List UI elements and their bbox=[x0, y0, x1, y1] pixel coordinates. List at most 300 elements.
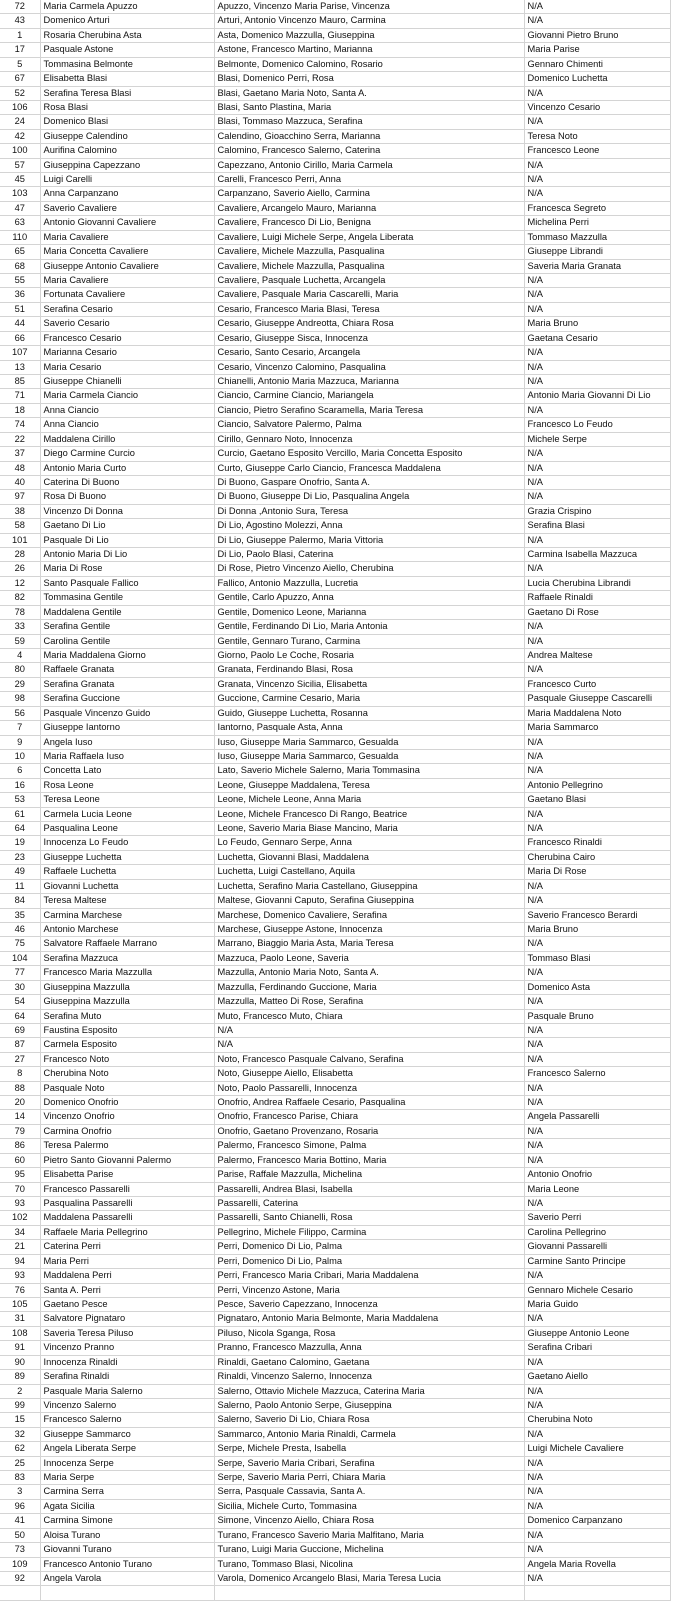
record-number-cell[interactable]: 17 bbox=[0, 43, 40, 57]
spouse-cell[interactable]: N/A bbox=[524, 490, 670, 504]
spouse-cell[interactable]: Maria Bruno bbox=[524, 317, 670, 331]
person-name-cell[interactable]: Carolina Gentile bbox=[40, 634, 214, 648]
parents-cell[interactable]: Cavaliere, Arcangelo Mauro, Marianna bbox=[214, 201, 524, 215]
spouse-cell[interactable]: N/A bbox=[524, 158, 670, 172]
spouse-cell[interactable]: N/A bbox=[524, 1096, 670, 1110]
record-number-cell[interactable]: 40 bbox=[0, 475, 40, 489]
person-name-cell[interactable]: Maddalena Perri bbox=[40, 1269, 214, 1283]
record-number-cell[interactable]: 16 bbox=[0, 778, 40, 792]
record-number-cell[interactable]: 18 bbox=[0, 403, 40, 417]
person-name-cell[interactable]: Giuseppe Antonio Cavaliere bbox=[40, 259, 214, 273]
parents-cell[interactable]: Pesce, Saverio Capezzano, Innocenza bbox=[214, 1297, 524, 1311]
record-number-cell[interactable]: 104 bbox=[0, 951, 40, 965]
parents-cell[interactable]: Marchese, Domenico Cavaliere, Serafina bbox=[214, 908, 524, 922]
parents-cell[interactable]: N/A bbox=[214, 1023, 524, 1037]
person-name-cell[interactable]: Maria Cavaliere bbox=[40, 274, 214, 288]
record-number-cell[interactable]: 73 bbox=[0, 1543, 40, 1557]
spouse-cell[interactable]: Carmine Santo Principe bbox=[524, 1254, 670, 1268]
person-name-cell[interactable]: Giuseppina Mazzulla bbox=[40, 980, 214, 994]
person-name-cell[interactable]: Rosa Leone bbox=[40, 778, 214, 792]
spouse-cell[interactable]: Michele Serpe bbox=[524, 432, 670, 446]
parents-cell[interactable]: Luchetta, Serafino Maria Castellano, Giuseppina bbox=[214, 879, 524, 893]
parents-cell[interactable]: Apuzzo, Vincenzo Maria Parise, Vincenza bbox=[214, 0, 524, 14]
person-name-cell[interactable]: Serafina Cesario bbox=[40, 302, 214, 316]
person-name-cell[interactable]: Maria Perri bbox=[40, 1254, 214, 1268]
person-name-cell[interactable]: Maria Di Rose bbox=[40, 562, 214, 576]
record-number-cell[interactable]: 21 bbox=[0, 1240, 40, 1254]
spouse-cell[interactable]: Pasquale Giuseppe Cascarelli bbox=[524, 692, 670, 706]
spouse-cell[interactable]: Cherubina Cairo bbox=[524, 850, 670, 864]
record-number-cell[interactable]: 36 bbox=[0, 288, 40, 302]
record-number-cell[interactable]: 33 bbox=[0, 620, 40, 634]
spouse-cell[interactable]: Maria Leone bbox=[524, 1182, 670, 1196]
person-name-cell[interactable]: Vincenzo Pranno bbox=[40, 1341, 214, 1355]
person-name-cell[interactable]: Elisabetta Blasi bbox=[40, 72, 214, 86]
parents-cell[interactable]: Serra, Pasquale Cassavia, Santa A. bbox=[214, 1485, 524, 1499]
spouse-cell[interactable]: N/A bbox=[524, 663, 670, 677]
record-number-cell[interactable]: 84 bbox=[0, 894, 40, 908]
record-number-cell[interactable]: 93 bbox=[0, 1197, 40, 1211]
person-name-cell[interactable]: Pasqualina Leone bbox=[40, 822, 214, 836]
spouse-cell[interactable]: Domenico Asta bbox=[524, 980, 670, 994]
person-name-cell[interactable]: Santa A. Perri bbox=[40, 1283, 214, 1297]
record-number-cell[interactable]: 10 bbox=[0, 749, 40, 763]
spouse-cell[interactable]: Maria Bruno bbox=[524, 923, 670, 937]
person-name-cell[interactable]: Rosa Blasi bbox=[40, 100, 214, 114]
spouse-cell[interactable]: N/A bbox=[524, 274, 670, 288]
spouse-cell[interactable]: N/A bbox=[524, 879, 670, 893]
spouse-cell[interactable]: N/A bbox=[524, 533, 670, 547]
record-number-cell[interactable]: 7 bbox=[0, 721, 40, 735]
record-number-cell[interactable]: 61 bbox=[0, 807, 40, 821]
record-number-cell[interactable]: 60 bbox=[0, 1153, 40, 1167]
parents-cell[interactable]: Serpe, Michele Presta, Isabella bbox=[214, 1442, 524, 1456]
spouse-cell[interactable]: Cherubina Noto bbox=[524, 1413, 670, 1427]
spouse-cell[interactable]: Carmina Isabella Mazzuca bbox=[524, 548, 670, 562]
person-name-cell[interactable]: Rosa Di Buono bbox=[40, 490, 214, 504]
parents-cell[interactable]: Di Rose, Pietro Vincenzo Aiello, Cherubina bbox=[214, 562, 524, 576]
parents-cell[interactable]: Onofrio, Gaetano Provenzano, Rosaria bbox=[214, 1124, 524, 1138]
person-name-cell[interactable]: Antonio Marchese bbox=[40, 923, 214, 937]
spouse-cell[interactable]: Lucia Cherubina Librandi bbox=[524, 576, 670, 590]
record-number-cell[interactable]: 92 bbox=[0, 1571, 40, 1585]
parents-cell[interactable]: Arturi, Antonio Vincenzo Mauro, Carmina bbox=[214, 14, 524, 28]
spouse-cell[interactable]: Raffaele Rinaldi bbox=[524, 591, 670, 605]
record-number-cell[interactable]: 6 bbox=[0, 764, 40, 778]
parents-cell[interactable]: Astone, Francesco Martino, Marianna bbox=[214, 43, 524, 57]
spouse-cell[interactable]: Gaetana Cesario bbox=[524, 331, 670, 345]
record-number-cell[interactable]: 46 bbox=[0, 923, 40, 937]
spouse-cell[interactable]: Antonio Pellegrino bbox=[524, 778, 670, 792]
parents-cell[interactable]: Varola, Domenico Arcangelo Blasi, Maria Teresa Lucia bbox=[214, 1571, 524, 1585]
parents-cell[interactable]: Granata, Vincenzo Sicilia, Elisabetta bbox=[214, 677, 524, 691]
person-name-cell[interactable]: Tommasina Gentile bbox=[40, 591, 214, 605]
record-number-cell[interactable]: 76 bbox=[0, 1283, 40, 1297]
record-number-cell[interactable]: 108 bbox=[0, 1326, 40, 1340]
person-name-cell[interactable]: Concetta Lato bbox=[40, 764, 214, 778]
record-number-cell[interactable]: 64 bbox=[0, 822, 40, 836]
spouse-cell[interactable]: Maria Maddalena Noto bbox=[524, 706, 670, 720]
record-number-cell[interactable]: 106 bbox=[0, 100, 40, 114]
record-number-cell[interactable]: 89 bbox=[0, 1370, 40, 1384]
record-number-cell[interactable]: 78 bbox=[0, 605, 40, 619]
spouse-cell[interactable]: N/A bbox=[524, 1312, 670, 1326]
spouse-cell[interactable]: Angela Passarelli bbox=[524, 1110, 670, 1124]
parents-cell[interactable]: Guccione, Carmine Cesario, Maria bbox=[214, 692, 524, 706]
parents-cell[interactable]: Cesario, Giuseppe Sisca, Innocenza bbox=[214, 331, 524, 345]
parents-cell[interactable]: Di Donna ,Antonio Sura, Teresa bbox=[214, 504, 524, 518]
parents-cell[interactable]: Blasi, Tommaso Mazzuca, Serafina bbox=[214, 115, 524, 129]
parents-cell[interactable]: Ciancio, Carmine Ciancio, Mariangela bbox=[214, 389, 524, 403]
spouse-cell[interactable]: Gaetano Di Rose bbox=[524, 605, 670, 619]
record-number-cell[interactable]: 102 bbox=[0, 1211, 40, 1225]
person-name-cell[interactable]: Francesco Antonio Turano bbox=[40, 1557, 214, 1571]
spouse-cell[interactable]: N/A bbox=[524, 1023, 670, 1037]
parents-cell[interactable]: Serpe, Saverio Maria Cribari, Serafina bbox=[214, 1456, 524, 1470]
record-number-cell[interactable]: 82 bbox=[0, 591, 40, 605]
person-name-cell[interactable]: Pasquale Maria Salerno bbox=[40, 1384, 214, 1398]
record-number-cell[interactable]: 8 bbox=[0, 1067, 40, 1081]
spouse-cell[interactable]: Maria Di Rose bbox=[524, 865, 670, 879]
person-name-cell[interactable]: Domenico Arturi bbox=[40, 14, 214, 28]
parents-cell[interactable]: Marrano, Biaggio Maria Asta, Maria Teresa bbox=[214, 937, 524, 951]
spouse-cell[interactable]: Serafina Blasi bbox=[524, 519, 670, 533]
parents-cell[interactable]: Cavaliere, Michele Mazzulla, Pasqualina bbox=[214, 259, 524, 273]
parents-cell[interactable]: Chianelli, Antonio Maria Mazzuca, Marianna bbox=[214, 374, 524, 388]
person-name-cell[interactable]: Serafina Gentile bbox=[40, 620, 214, 634]
record-number-cell[interactable]: 23 bbox=[0, 850, 40, 864]
spouse-cell[interactable]: N/A bbox=[524, 562, 670, 576]
spouse-cell[interactable]: Domenico Luchetta bbox=[524, 72, 670, 86]
spouse-cell[interactable]: N/A bbox=[524, 1543, 670, 1557]
parents-cell[interactable]: Noto, Paolo Passarelli, Innocenza bbox=[214, 1081, 524, 1095]
person-name-cell[interactable]: Maddalena Passarelli bbox=[40, 1211, 214, 1225]
spouse-cell[interactable]: N/A bbox=[524, 1485, 670, 1499]
parents-cell[interactable]: Luchetta, Luigi Castellano, Aquila bbox=[214, 865, 524, 879]
person-name-cell[interactable]: Aurifina Calomino bbox=[40, 144, 214, 158]
person-name-cell[interactable]: Gaetano Di Lio bbox=[40, 519, 214, 533]
person-name-cell[interactable]: Maddalena Gentile bbox=[40, 605, 214, 619]
person-name-cell[interactable]: Aloisa Turano bbox=[40, 1528, 214, 1542]
person-name-cell[interactable]: Giuseppe Luchetta bbox=[40, 850, 214, 864]
spouse-cell[interactable]: Gaetano Blasi bbox=[524, 793, 670, 807]
record-number-cell[interactable]: 44 bbox=[0, 317, 40, 331]
parents-cell[interactable]: Luchetta, Giovanni Blasi, Maddalena bbox=[214, 850, 524, 864]
spouse-cell[interactable]: Carolina Pellegrino bbox=[524, 1225, 670, 1239]
spouse-cell[interactable]: N/A bbox=[524, 1038, 670, 1052]
spouse-cell[interactable]: N/A bbox=[524, 302, 670, 316]
spouse-cell[interactable]: N/A bbox=[524, 1124, 670, 1138]
parents-cell[interactable]: Noto, Giuseppe Aiello, Elisabetta bbox=[214, 1067, 524, 1081]
parents-cell[interactable]: Salerno, Paolo Antonio Serpe, Giuseppina bbox=[214, 1398, 524, 1412]
record-number-cell[interactable]: 14 bbox=[0, 1110, 40, 1124]
spouse-cell[interactable]: Serafina Cribari bbox=[524, 1341, 670, 1355]
parents-cell[interactable]: Iantorno, Pasquale Asta, Anna bbox=[214, 721, 524, 735]
record-number-cell[interactable] bbox=[0, 1586, 40, 1600]
record-number-cell[interactable]: 68 bbox=[0, 259, 40, 273]
parents-cell[interactable]: Blasi, Gaetano Maria Noto, Santa A. bbox=[214, 86, 524, 100]
spouse-cell[interactable]: Pasquale Bruno bbox=[524, 1009, 670, 1023]
parents-cell[interactable]: Cesario, Giuseppe Andreotta, Chiara Rosa bbox=[214, 317, 524, 331]
parents-cell[interactable]: Granata, Ferdinando Blasi, Rosa bbox=[214, 663, 524, 677]
record-number-cell[interactable]: 97 bbox=[0, 490, 40, 504]
parents-cell[interactable]: Di Lio, Paolo Blasi, Caterina bbox=[214, 548, 524, 562]
spouse-cell[interactable]: Maria Parise bbox=[524, 43, 670, 57]
parents-cell[interactable]: Perri, Domenico Di Lio, Palma bbox=[214, 1254, 524, 1268]
person-name-cell[interactable]: Giuseppe Iantorno bbox=[40, 721, 214, 735]
spouse-cell[interactable]: Domenico Carpanzano bbox=[524, 1514, 670, 1528]
parents-cell[interactable]: Muto, Francesco Muto, Chiara bbox=[214, 1009, 524, 1023]
record-number-cell[interactable]: 90 bbox=[0, 1355, 40, 1369]
person-name-cell[interactable]: Caterina Di Buono bbox=[40, 475, 214, 489]
person-name-cell[interactable]: Francesco Salerno bbox=[40, 1413, 214, 1427]
spouse-cell[interactable]: N/A bbox=[524, 1571, 670, 1585]
spouse-cell[interactable]: N/A bbox=[524, 1081, 670, 1095]
spouse-cell[interactable]: Maria Guido bbox=[524, 1297, 670, 1311]
parents-cell[interactable]: Noto, Francesco Pasquale Calvano, Serafina bbox=[214, 1052, 524, 1066]
record-number-cell[interactable]: 42 bbox=[0, 129, 40, 143]
spouse-cell[interactable]: Grazia Crispino bbox=[524, 504, 670, 518]
parents-cell[interactable]: Di Buono, Giuseppe Di Lio, Pasqualina Angela bbox=[214, 490, 524, 504]
parents-cell[interactable]: Lato, Saverio Michele Salerno, Maria Tommasina bbox=[214, 764, 524, 778]
record-number-cell[interactable]: 25 bbox=[0, 1456, 40, 1470]
person-name-cell[interactable]: Fortunata Cavaliere bbox=[40, 288, 214, 302]
spouse-cell[interactable]: Saverio Francesco Berardi bbox=[524, 908, 670, 922]
record-number-cell[interactable]: 58 bbox=[0, 519, 40, 533]
record-number-cell[interactable]: 110 bbox=[0, 230, 40, 244]
parents-cell[interactable]: Marchese, Giuseppe Astone, Innocenza bbox=[214, 923, 524, 937]
person-name-cell[interactable]: Pasquale Vincenzo Guido bbox=[40, 706, 214, 720]
parents-cell[interactable]: Pignataro, Antonio Maria Belmonte, Maria Maddalena bbox=[214, 1312, 524, 1326]
record-number-cell[interactable]: 62 bbox=[0, 1442, 40, 1456]
person-name-cell[interactable] bbox=[40, 1586, 214, 1600]
parents-cell[interactable]: Onofrio, Andrea Raffaele Cesario, Pasqualina bbox=[214, 1096, 524, 1110]
parents-cell[interactable]: Piluso, Nicola Sganga, Rosa bbox=[214, 1326, 524, 1340]
person-name-cell[interactable]: Giovanni Turano bbox=[40, 1543, 214, 1557]
spouse-cell[interactable]: Luigi Michele Cavaliere bbox=[524, 1442, 670, 1456]
person-name-cell[interactable]: Teresa Palermo bbox=[40, 1139, 214, 1153]
parents-cell[interactable]: Passarelli, Caterina bbox=[214, 1197, 524, 1211]
record-number-cell[interactable]: 107 bbox=[0, 346, 40, 360]
person-name-cell[interactable]: Saverio Cesario bbox=[40, 317, 214, 331]
parents-cell[interactable]: Carpanzano, Saverio Aiello, Carmina bbox=[214, 187, 524, 201]
spouse-cell[interactable]: N/A bbox=[524, 403, 670, 417]
record-number-cell[interactable]: 96 bbox=[0, 1499, 40, 1513]
record-number-cell[interactable]: 5 bbox=[0, 57, 40, 71]
person-name-cell[interactable]: Angela Iuso bbox=[40, 735, 214, 749]
person-name-cell[interactable]: Diego Carmine Curcio bbox=[40, 447, 214, 461]
record-number-cell[interactable]: 57 bbox=[0, 158, 40, 172]
person-name-cell[interactable]: Vincenzo Salerno bbox=[40, 1398, 214, 1412]
spouse-cell[interactable]: N/A bbox=[524, 1398, 670, 1412]
person-name-cell[interactable]: Raffaele Maria Pellegrino bbox=[40, 1225, 214, 1239]
spouse-cell[interactable]: Giovanni Passarelli bbox=[524, 1240, 670, 1254]
record-number-cell[interactable]: 41 bbox=[0, 1514, 40, 1528]
spouse-cell[interactable]: N/A bbox=[524, 447, 670, 461]
parents-cell[interactable]: Mazzulla, Antonio Maria Noto, Santa A. bbox=[214, 966, 524, 980]
spouse-cell[interactable]: N/A bbox=[524, 1355, 670, 1369]
spouse-cell[interactable]: N/A bbox=[524, 14, 670, 28]
parents-cell[interactable]: Leone, Giuseppe Maddalena, Teresa bbox=[214, 778, 524, 792]
person-name-cell[interactable]: Maria Maddalena Giorno bbox=[40, 648, 214, 662]
person-name-cell[interactable]: Cherubina Noto bbox=[40, 1067, 214, 1081]
person-name-cell[interactable]: Francesco Noto bbox=[40, 1052, 214, 1066]
record-number-cell[interactable]: 2 bbox=[0, 1384, 40, 1398]
spouse-cell[interactable]: N/A bbox=[524, 1052, 670, 1066]
record-number-cell[interactable]: 100 bbox=[0, 144, 40, 158]
person-name-cell[interactable]: Anna Carpanzano bbox=[40, 187, 214, 201]
parents-cell[interactable]: Asta, Domenico Mazzulla, Giuseppina bbox=[214, 28, 524, 42]
spouse-cell[interactable]: Gennaro Chimenti bbox=[524, 57, 670, 71]
person-name-cell[interactable]: Serafina Teresa Blasi bbox=[40, 86, 214, 100]
parents-cell[interactable]: Cavaliere, Pasquale Luchetta, Arcangela bbox=[214, 274, 524, 288]
spouse-cell[interactable]: N/A bbox=[524, 187, 670, 201]
record-number-cell[interactable]: 30 bbox=[0, 980, 40, 994]
spouse-cell[interactable]: N/A bbox=[524, 620, 670, 634]
parents-cell[interactable]: Gentile, Ferdinando Di Lio, Maria Antonia bbox=[214, 620, 524, 634]
parents-cell[interactable]: Cavaliere, Luigi Michele Serpe, Angela Liberata bbox=[214, 230, 524, 244]
record-number-cell[interactable]: 48 bbox=[0, 461, 40, 475]
parents-cell[interactable]: Passarelli, Andrea Blasi, Isabella bbox=[214, 1182, 524, 1196]
person-name-cell[interactable]: Raffaele Granata bbox=[40, 663, 214, 677]
spouse-cell[interactable]: N/A bbox=[524, 966, 670, 980]
person-name-cell[interactable]: Tommasina Belmonte bbox=[40, 57, 214, 71]
parents-cell[interactable]: Ciancio, Salvatore Palermo, Palma bbox=[214, 418, 524, 432]
person-name-cell[interactable]: Pasqualina Passarelli bbox=[40, 1197, 214, 1211]
record-number-cell[interactable]: 94 bbox=[0, 1254, 40, 1268]
person-name-cell[interactable]: Maddalena Cirillo bbox=[40, 432, 214, 446]
record-number-cell[interactable]: 98 bbox=[0, 692, 40, 706]
person-name-cell[interactable]: Giuseppe Chianelli bbox=[40, 374, 214, 388]
parents-cell[interactable]: Leone, Michele Francesco Di Rango, Beatrice bbox=[214, 807, 524, 821]
parents-cell[interactable]: Giorno, Paolo Le Coche, Rosaria bbox=[214, 648, 524, 662]
record-number-cell[interactable]: 22 bbox=[0, 432, 40, 446]
parents-cell[interactable]: Cavaliere, Michele Mazzulla, Pasqualina bbox=[214, 245, 524, 259]
record-number-cell[interactable]: 4 bbox=[0, 648, 40, 662]
parents-cell[interactable]: Sammarco, Antonio Maria Rinaldi, Carmela bbox=[214, 1427, 524, 1441]
parents-cell[interactable]: Sicilia, Michele Curto, Tommasina bbox=[214, 1499, 524, 1513]
parents-cell[interactable]: Pellegrino, Michele Filippo, Carmina bbox=[214, 1225, 524, 1239]
spouse-cell[interactable]: Francesco Leone bbox=[524, 144, 670, 158]
parents-cell[interactable]: Cavaliere, Francesco Di Lio, Benigna bbox=[214, 216, 524, 230]
person-name-cell[interactable]: Teresa Leone bbox=[40, 793, 214, 807]
spouse-cell[interactable]: Tommaso Mazzulla bbox=[524, 230, 670, 244]
record-number-cell[interactable]: 70 bbox=[0, 1182, 40, 1196]
person-name-cell[interactable]: Angela Varola bbox=[40, 1571, 214, 1585]
spouse-cell[interactable]: Vincenzo Cesario bbox=[524, 100, 670, 114]
person-name-cell[interactable]: Gaetano Pesce bbox=[40, 1297, 214, 1311]
person-name-cell[interactable]: Caterina Perri bbox=[40, 1240, 214, 1254]
person-name-cell[interactable]: Pasquale Di Lio bbox=[40, 533, 214, 547]
record-number-cell[interactable]: 77 bbox=[0, 966, 40, 980]
record-number-cell[interactable]: 59 bbox=[0, 634, 40, 648]
spouse-cell[interactable]: N/A bbox=[524, 1471, 670, 1485]
record-number-cell[interactable]: 93 bbox=[0, 1269, 40, 1283]
parents-cell[interactable]: Leone, Saverio Maria Biase Mancino, Maria bbox=[214, 822, 524, 836]
parents-cell[interactable]: Cesario, Vincenzo Calomino, Pasqualina bbox=[214, 360, 524, 374]
spouse-cell[interactable]: N/A bbox=[524, 735, 670, 749]
spouse-cell[interactable]: Tommaso Blasi bbox=[524, 951, 670, 965]
spouse-cell[interactable]: N/A bbox=[524, 1153, 670, 1167]
person-name-cell[interactable]: Rosaria Cherubina Asta bbox=[40, 28, 214, 42]
spouse-cell[interactable]: N/A bbox=[524, 173, 670, 187]
record-number-cell[interactable]: 71 bbox=[0, 389, 40, 403]
person-name-cell[interactable]: Carmina Simone bbox=[40, 1514, 214, 1528]
record-number-cell[interactable]: 12 bbox=[0, 576, 40, 590]
spouse-cell[interactable]: Maria Sammarco bbox=[524, 721, 670, 735]
record-number-cell[interactable]: 56 bbox=[0, 706, 40, 720]
person-name-cell[interactable]: Innocenza Lo Feudo bbox=[40, 836, 214, 850]
person-name-cell[interactable]: Maria Carmela Apuzzo bbox=[40, 0, 214, 14]
person-name-cell[interactable]: Antonio Maria Curto bbox=[40, 461, 214, 475]
parents-cell[interactable]: Capezzano, Antonio Cirillo, Maria Carmela bbox=[214, 158, 524, 172]
person-name-cell[interactable]: Anna Ciancio bbox=[40, 403, 214, 417]
parents-cell[interactable]: Mazzulla, Ferdinando Guccione, Maria bbox=[214, 980, 524, 994]
record-number-cell[interactable]: 79 bbox=[0, 1124, 40, 1138]
spouse-cell[interactable]: N/A bbox=[524, 374, 670, 388]
parents-cell[interactable]: Perri, Domenico Di Lio, Palma bbox=[214, 1240, 524, 1254]
record-number-cell[interactable]: 52 bbox=[0, 86, 40, 100]
parents-cell[interactable]: Gentile, Carlo Apuzzo, Anna bbox=[214, 591, 524, 605]
person-name-cell[interactable]: Carmina Marchese bbox=[40, 908, 214, 922]
record-number-cell[interactable]: 19 bbox=[0, 836, 40, 850]
parents-cell[interactable]: Ciancio, Pietro Serafino Scaramella, Maria Teresa bbox=[214, 403, 524, 417]
spouse-cell[interactable]: N/A bbox=[524, 346, 670, 360]
record-number-cell[interactable]: 95 bbox=[0, 1168, 40, 1182]
person-name-cell[interactable]: Marianna Cesario bbox=[40, 346, 214, 360]
record-number-cell[interactable]: 24 bbox=[0, 115, 40, 129]
person-name-cell[interactable]: Francesco Maria Mazzulla bbox=[40, 966, 214, 980]
parents-cell[interactable]: Lo Feudo, Gennaro Serpe, Anna bbox=[214, 836, 524, 850]
person-name-cell[interactable]: Carmela Esposito bbox=[40, 1038, 214, 1052]
person-name-cell[interactable]: Serafina Mazzuca bbox=[40, 951, 214, 965]
person-name-cell[interactable]: Carmina Serra bbox=[40, 1485, 214, 1499]
spouse-cell[interactable]: N/A bbox=[524, 360, 670, 374]
record-number-cell[interactable]: 20 bbox=[0, 1096, 40, 1110]
record-number-cell[interactable]: 80 bbox=[0, 663, 40, 677]
person-name-cell[interactable]: Carmina Onofrio bbox=[40, 1124, 214, 1138]
person-name-cell[interactable]: Agata Sicilia bbox=[40, 1499, 214, 1513]
parents-cell[interactable]: Curto, Giuseppe Carlo Ciancio, Francesca Maddalena bbox=[214, 461, 524, 475]
record-number-cell[interactable]: 99 bbox=[0, 1398, 40, 1412]
spouse-cell[interactable]: Giovanni Pietro Bruno bbox=[524, 28, 670, 42]
parents-cell[interactable]: N/A bbox=[214, 1038, 524, 1052]
person-name-cell[interactable]: Carmela Lucia Leone bbox=[40, 807, 214, 821]
record-number-cell[interactable]: 43 bbox=[0, 14, 40, 28]
parents-cell[interactable]: Iuso, Giuseppe Maria Sammarco, Gesualda bbox=[214, 749, 524, 763]
person-name-cell[interactable]: Vincenzo Di Donna bbox=[40, 504, 214, 518]
record-number-cell[interactable]: 101 bbox=[0, 533, 40, 547]
spouse-cell[interactable]: Saveria Maria Granata bbox=[524, 259, 670, 273]
spouse-cell[interactable]: Saverio Perri bbox=[524, 1211, 670, 1225]
person-name-cell[interactable]: Maria Raffaela Iuso bbox=[40, 749, 214, 763]
parents-cell[interactable]: Turano, Francesco Saverio Maria Malfitano, Maria bbox=[214, 1528, 524, 1542]
parents-cell[interactable]: Calendino, Gioacchino Serra, Marianna bbox=[214, 129, 524, 143]
record-number-cell[interactable]: 83 bbox=[0, 1471, 40, 1485]
parents-cell[interactable]: Calomino, Francesco Salerno, Caterina bbox=[214, 144, 524, 158]
person-name-cell[interactable]: Innocenza Rinaldi bbox=[40, 1355, 214, 1369]
parents-cell[interactable]: Palermo, Francesco Simone, Palma bbox=[214, 1139, 524, 1153]
spouse-cell[interactable]: N/A bbox=[524, 1427, 670, 1441]
spouse-cell[interactable]: N/A bbox=[524, 995, 670, 1009]
parents-cell[interactable]: Iuso, Giuseppe Maria Sammarco, Gesualda bbox=[214, 735, 524, 749]
spouse-cell[interactable]: Francesco Lo Feudo bbox=[524, 418, 670, 432]
parents-cell[interactable]: Di Lio, Giuseppe Palermo, Maria Vittoria bbox=[214, 533, 524, 547]
person-name-cell[interactable]: Luigi Carelli bbox=[40, 173, 214, 187]
spouse-cell[interactable]: N/A bbox=[524, 461, 670, 475]
record-number-cell[interactable]: 15 bbox=[0, 1413, 40, 1427]
person-name-cell[interactable]: Serafina Muto bbox=[40, 1009, 214, 1023]
